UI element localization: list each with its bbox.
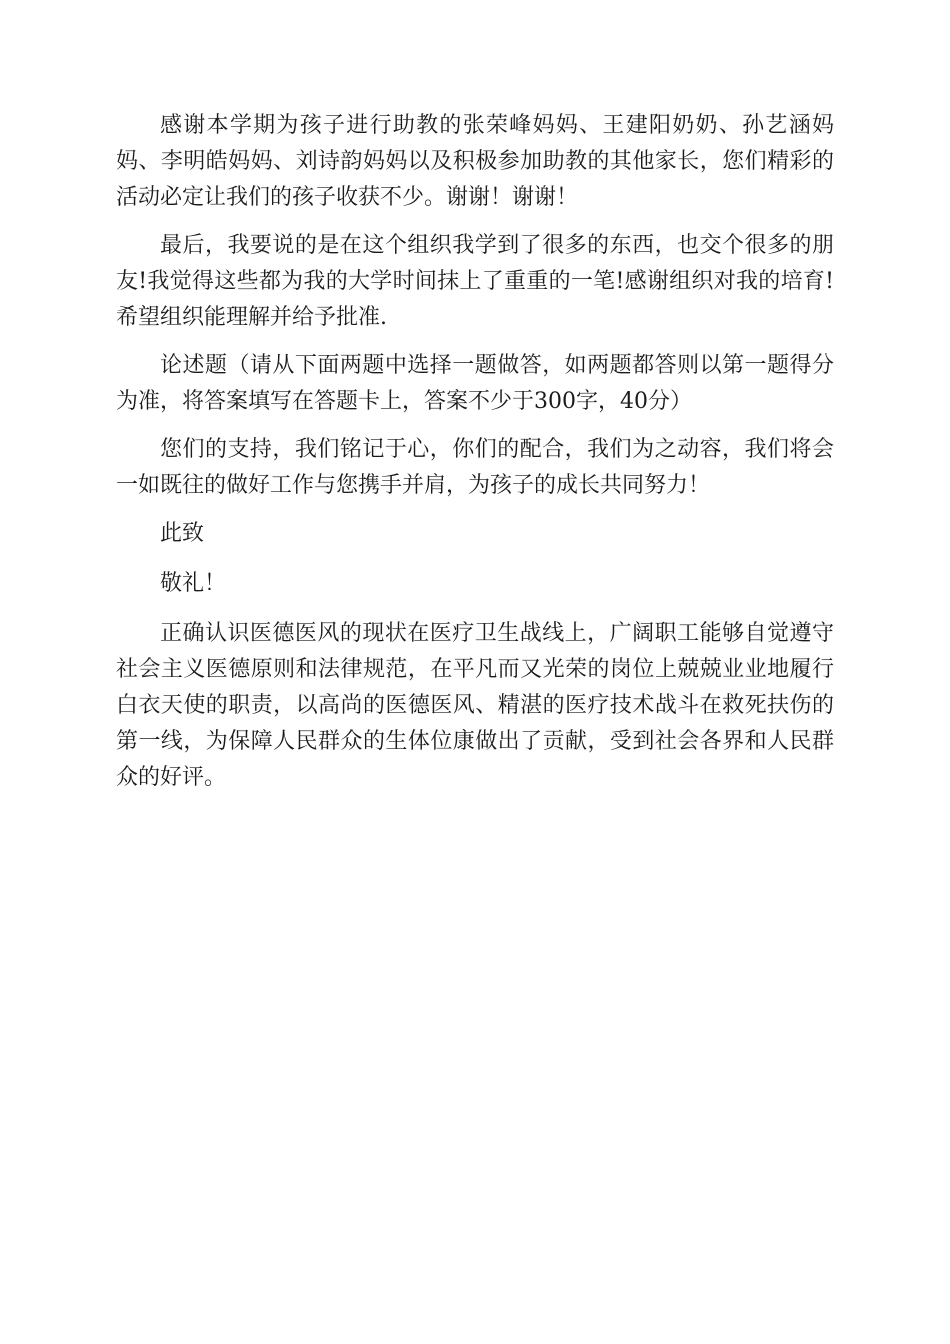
paragraph-medical-ethics: 正确认识医德医风的现状在医疗卫生战线上，广阔职工能够自觉遵守社会主义医德原则和法律规范，在平凡而又光荣的岗位上兢兢业业地履行白衣天使的职责，以高尚的医德医风、精湛的医疗技术战斗在救死扶伤的第一线，为保障人民群众的生体位康做出了贡献，受到社会各界和人民群众的好评。 [116, 621, 834, 790]
closing-salutation: 此致 [160, 521, 205, 546]
paragraph-thanks-parents: 感谢本学期为孩子进行助教的张荣峰妈妈、王建阳奶奶、孙艺涵妈妈、李明皓妈妈、刘诗韵妈妈以及积极参加助教的其他家长，您们精彩的活动必定让我们的孩子收获不少。谢谢！谢谢！ [116, 113, 834, 210]
paragraph-organization-thanks: 最后，我要说的是在这个组织我学到了很多的东西，也交个很多的朋友!我觉得这些都为我的大学时间抹上了重重的一笔!感谢组织对我的培育!希望组织能理解并给予批准. [116, 233, 834, 330]
closing-regards: 敬礼！ [160, 571, 227, 596]
paragraph-essay-question: 论述题（请从下面两题中选择一题做答，如两题都答则以第一题得分为准，将答案填写在答题卡上，答案不少于300字，40分） [116, 353, 834, 414]
paragraph-support-thanks: 您们的支持，我们铭记于心，你们的配合，我们为之动容，我们将会一如既往的做好工作与您携手并肩，为孩子的成长共同努力！ [116, 437, 834, 498]
document-body [116, 108, 834, 808]
